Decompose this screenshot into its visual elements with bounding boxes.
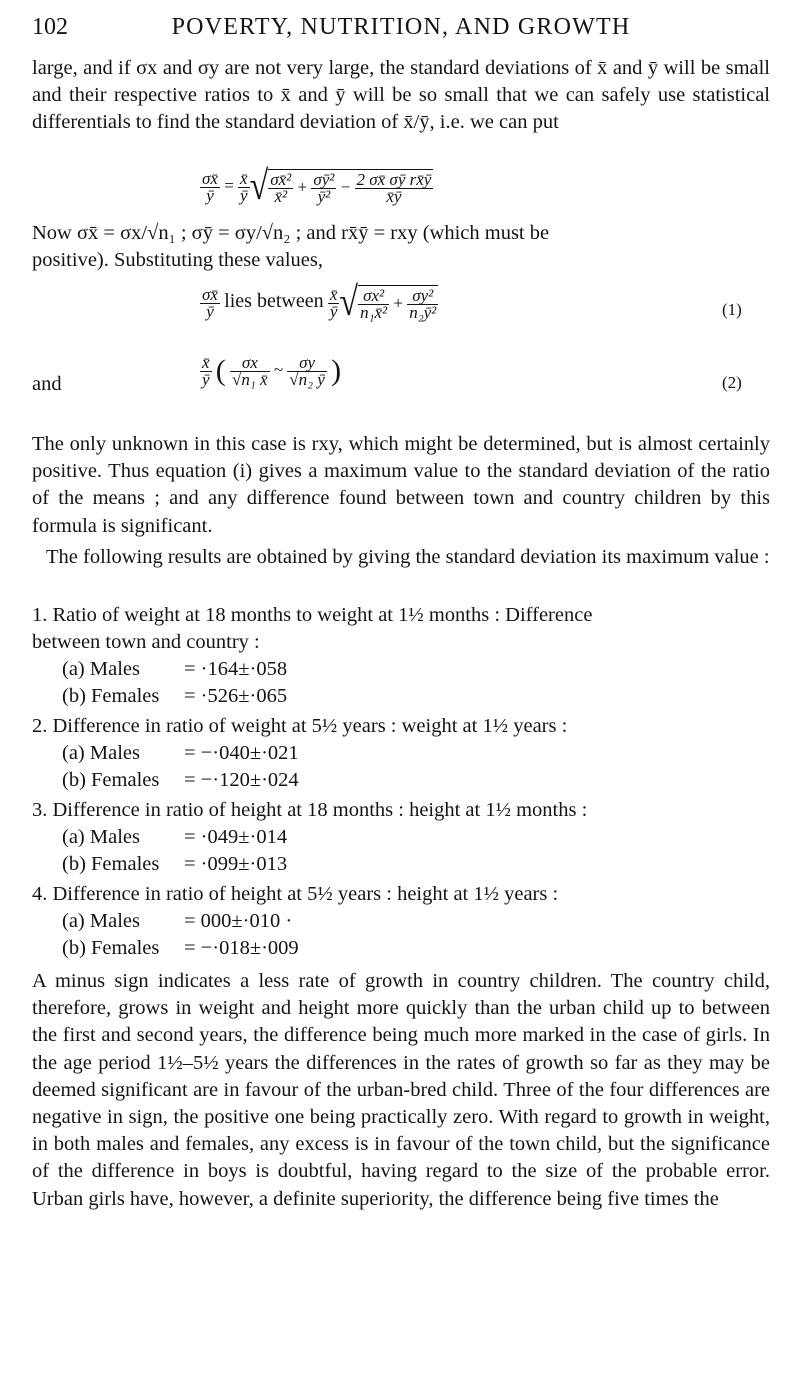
page-header [32, 14, 770, 44]
result-3-heading: 3. Difference in ratio of height at 18 months : height at 1½ months : [32, 799, 588, 821]
unknown-paragraph [32, 431, 770, 540]
result-2-heading: 2. Difference in ratio of weight at 5½ years : weight at 1½ years : [32, 715, 568, 737]
positive-line: positive). Substituting these values, [32, 249, 323, 271]
equation-1-number: (1) [722, 300, 742, 319]
formula-radicand: $\frac{\text{σx̄²}}{\text{x̄²}}$ + $\frac{\text{σȳ²}}{\text{ȳ²}}$ − $\frac{\text{2 σx̄ σȳ rx̄ȳ}}{x̄ȳ}$ [270, 170, 432, 206]
formula-lhs: $\frac{\sigma x̄}{ȳ}$ [202, 168, 218, 205]
following-paragraph [32, 544, 770, 571]
result-4-heading: 4. Difference in ratio of height at 5½ years : height at 1½ years : [32, 883, 559, 905]
unknown-text: The only unknown in this case is rxy, which might be determined, but is almost certainly positive. Thus equation (i) gives a maximum value to the standard deviation of the ratio of the means ; and any difference found between town and country children by this formula is significant. [32, 433, 770, 537]
formula-main: $\frac{\sigma x̄}{ȳ}$ = $\frac{x̄}{ȳ}$ √ $\frac{\text{σx̄²}}{\text{x̄²}}$ + $\frac{\text{σȳ²}}{\text{ȳ²}}$ − $\frac{\text{2 σx̄ σȳ rx̄ȳ}}{x̄ȳ}$ [202, 164, 432, 209]
radical-sign: √ [249, 164, 269, 209]
result-3b: (b) Females = ·099±·013 [62, 853, 288, 875]
result-1-heading: 1. Ratio of weight at 18 months to weight at 1½ months : Difference [32, 604, 593, 626]
intro-text: large, and if σx and σy are not very large, the standard deviations of x̄ and ȳ will be small and their respective ratios to x̄ and ȳ will be so small that we can safely use statistical differentials to find the standard deviation of x̄/ȳ, i.e. we can put [32, 57, 770, 134]
conclusion-paragraph [32, 968, 770, 1213]
conclusion-text: A minus sign indicates a less rate of growth in country children. The country child, therefore, grows in weight and height more quickly than the urban child up to between the first and second years, the difference being much more marked in the case of girls. In the age period 1½–5½ years the differences in the rates of growth so far as they may be deemed significant are in favour of the urban-bred child. Three of the four differences are negative in sign, the positive one being practically zero. With regard to growth in weight, in both males and females, any excess is in favour of the town child, but the significance of the difference in boys is doubtful, having regard to the size of the probable error. Urban girls have, however, a definite superiority, the difference being five times the [32, 970, 770, 1210]
intro-paragraph [32, 55, 770, 137]
result-2a: (a) Males = −·040±·021 [62, 742, 299, 764]
now-line: Now σx̄ = σx/√n₁ ; σȳ = σy/√n₂ ; and rx̄ȳ = rxy (which must be [32, 222, 550, 244]
result-3a: (a) Males = ·049±·014 [62, 826, 288, 848]
and-label: and [32, 373, 62, 395]
equation-2: $\frac{x̄}{ȳ}$ ( $\frac{\sigma x}{\text{√n₁ x̄}}$ ~ $\frac{\sigma y}{\text{√n₂ ȳ}}$ ) [202, 352, 342, 389]
result-2b: (b) Females = −·120±·024 [62, 769, 299, 791]
result-4a: (a) Males = 000±·010 · [62, 910, 293, 932]
result-4b: (b) Females = −·018±·009 [62, 937, 299, 959]
equation-2-number: (2) [722, 373, 742, 392]
following-text: The following results are obtained by giving the standard deviation its maximum value : [46, 546, 770, 568]
equation-1: $\frac{\sigma x̄}{ȳ}$ lies between $\frac{x̄}{ȳ}$ √ $\frac{\text{σx²}}{\text{n₁x̄²}}$ + $\frac{\text{σy²}}{\text{n₂ȳ²}}$ [202, 280, 437, 325]
page-number: 102 [32, 14, 68, 40]
result-1b: (b) Females = ·526±·065 [62, 685, 288, 707]
running-title: POVERTY, NUTRITION, AND GROWTH [171, 14, 631, 40]
result-1-heading-cont: between town and country : [32, 631, 260, 653]
result-1a: (a) Males = ·164±·058 [62, 658, 288, 680]
